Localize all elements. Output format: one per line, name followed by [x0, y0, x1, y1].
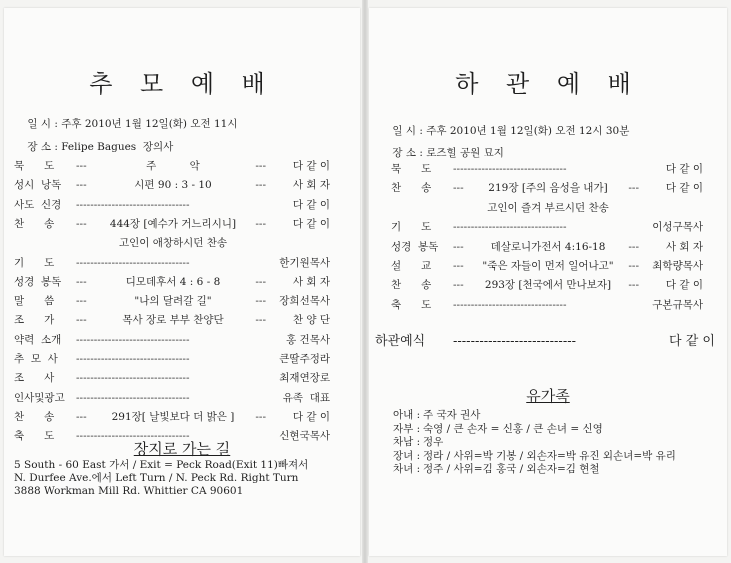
- family-row: [393, 423, 713, 435]
- row-leader: 찬 양 단: [292, 314, 330, 327]
- order-row: [14, 276, 330, 288]
- row-label: 추 모 사: [14, 353, 58, 365]
- row-label: 성시 낭독: [14, 179, 62, 192]
- burial-service-page: [369, 8, 727, 556]
- row-dashes: ---: [255, 217, 266, 230]
- directions-line: N. Durfee Ave.에서 Left Turn / N. Peck Rd. Right Turn: [14, 472, 299, 484]
- row-label: 찬 송: [391, 182, 432, 195]
- row-label: 찬 송: [14, 410, 55, 423]
- family-value: 정주 / 사위=김 홍국 / 외손자=김 현철: [423, 463, 600, 475]
- row-item: 291장[ 날빛보다 더 밝은 ]: [111, 410, 235, 423]
- row-leader: 한기원목사: [279, 256, 330, 269]
- row-dashes: ---: [453, 240, 464, 253]
- order-row: [14, 218, 330, 230]
- order-row: [14, 257, 330, 269]
- family-row: [393, 450, 713, 462]
- info-label: 일 시 :: [392, 125, 423, 137]
- order-row: [14, 334, 330, 346]
- row-item: "죽은 자들이 먼저 일어나고": [482, 260, 614, 272]
- row-dashes: --------------------------------: [76, 372, 190, 385]
- order-row: [14, 392, 330, 404]
- row-leader: 홍 건목사: [286, 333, 330, 346]
- row-leader: 다 같 이: [292, 160, 330, 172]
- row-label: 인사및광고: [14, 391, 65, 404]
- row-dashes: ---: [76, 275, 87, 288]
- row-item: 데살로니가전서 4:16-18: [490, 240, 606, 253]
- booklet-fold: [362, 0, 368, 563]
- row-label: 조 가: [14, 314, 55, 327]
- row-dashes: --------------------------------: [453, 221, 567, 234]
- family-value: 숙영 / 큰 손자 = 신홍 / 큰 손녀 = 신영: [423, 422, 603, 435]
- row-label: 설 교: [391, 260, 432, 272]
- family-label: 차남 :: [393, 436, 421, 448]
- row-label: 말 씀: [14, 295, 55, 308]
- order-row: [14, 372, 330, 384]
- family-label: 자부 :: [393, 422, 421, 435]
- row-dashes: ---: [255, 314, 266, 327]
- row-item: 219장 [주의 음성을 내가]: [488, 182, 608, 195]
- row-dashes: ---: [453, 260, 464, 272]
- row-item: 고인이 애창하시던 찬송: [118, 237, 228, 250]
- row-label: 묵 도: [391, 163, 432, 175]
- row-label: 찬 송: [391, 279, 432, 292]
- row-item: 디모데후서 4 : 6 - 8: [125, 275, 221, 288]
- order-row: [14, 160, 330, 172]
- row-leader: 유족 대표: [282, 391, 330, 404]
- page-title: 추 모 예 배: [89, 70, 275, 98]
- order-row: [14, 237, 330, 249]
- row-dashes: ---: [76, 179, 87, 192]
- row-label: 약력 소개: [14, 333, 62, 346]
- row-label: 찬 송: [14, 217, 55, 230]
- row-item: 고인이 즐겨 부르시던 찬송: [487, 201, 609, 214]
- row-dashes: ---: [255, 275, 266, 288]
- family-label: 차녀 :: [393, 463, 421, 475]
- family-value: 정라 / 사위=박 기봉 / 외손자=박 유진 외손녀=박 유리: [423, 449, 676, 462]
- order-row: [14, 353, 330, 365]
- row-leader: 다 같 이: [292, 198, 330, 211]
- directions-title: 장지로 가는 길: [133, 440, 231, 458]
- row-dashes: --------------------------------: [76, 430, 190, 443]
- row-item: 293장 [천국에서 만나보자]: [484, 279, 612, 292]
- row-dashes: --------------------------------: [76, 333, 190, 346]
- row-dashes: ----------------------------: [453, 334, 576, 349]
- row-label: 기 도: [14, 256, 55, 269]
- row-label: 묵 도: [14, 160, 55, 172]
- row-label: 성경 봉독: [14, 275, 62, 288]
- info-value: 주후 2010년 1월 12일(화) 오전 12시 30분: [426, 125, 630, 137]
- order-row: [14, 199, 330, 211]
- row-dashes: ---: [255, 179, 266, 192]
- family-row: [393, 463, 713, 475]
- row-dashes: ---: [255, 410, 266, 423]
- row-leader: 큰딸주정라: [279, 353, 330, 365]
- family-row: [393, 436, 713, 448]
- order-row: [391, 163, 703, 175]
- info-value: Felipe Bagues 장의사: [61, 141, 174, 153]
- row-leader: 다 같 이: [292, 410, 330, 423]
- order-row: [14, 295, 330, 307]
- info-label: 장 소 :: [392, 147, 423, 159]
- row-dashes: ---: [76, 314, 87, 327]
- order-row: [14, 179, 330, 191]
- order-row: [391, 241, 703, 253]
- row-item: 주 악: [146, 160, 200, 172]
- row-item: 목사 장로 부부 찬양단: [122, 314, 224, 327]
- row-leader: 다 같 이: [669, 334, 715, 349]
- row-leader: 최재연장로: [279, 372, 330, 385]
- info-value: 주후 2010년 1월 12일(화) 오전 11시: [61, 118, 238, 130]
- row-label: 성경 봉독: [391, 240, 439, 253]
- info-value: 로즈힐 공원 묘지: [426, 147, 504, 159]
- row-leader: 장희선목사: [279, 295, 330, 308]
- row-dashes: --------------------------------: [76, 391, 190, 404]
- row-label: 조 사: [14, 372, 55, 385]
- row-dashes: --------------------------------: [453, 298, 567, 311]
- order-row: [14, 411, 330, 423]
- row-leader: 최학량목사: [652, 260, 703, 272]
- row-leader: 다 같 이: [665, 163, 703, 175]
- family-title: 유가족: [526, 387, 570, 405]
- row-dashes: ---: [453, 182, 464, 195]
- row-dashes: ---: [628, 240, 639, 253]
- order-row: [391, 260, 703, 272]
- row-dashes: ---: [628, 260, 639, 272]
- row-dashes: ---: [76, 160, 87, 172]
- row-item: "나의 달려갈 길": [134, 295, 212, 308]
- row-leader: 구본규목사: [652, 298, 703, 311]
- row-dashes: ---: [255, 295, 266, 308]
- row-leader: 사 회 자: [292, 275, 330, 288]
- row-label: 축 도: [391, 298, 432, 311]
- order-row: [391, 182, 703, 194]
- page-title: 하 관 예 배: [455, 70, 641, 98]
- row-dashes: ---: [628, 279, 639, 292]
- order-row: [391, 299, 703, 311]
- info-label: 일 시 :: [27, 118, 58, 130]
- row-dashes: ---: [76, 410, 87, 423]
- row-dashes: ---: [76, 217, 87, 230]
- row-item: 444장 [예수가 거느리시니]: [109, 217, 237, 230]
- family-label: 아내 :: [393, 409, 421, 421]
- order-row: [14, 314, 330, 326]
- family-value: 정우: [423, 436, 444, 448]
- directions-line: 3888 Workman Mill Rd. Whittier CA 90601: [14, 485, 244, 497]
- row-dashes: ---: [453, 279, 464, 292]
- row-dashes: --------------------------------: [76, 353, 190, 365]
- row-label: 축 도: [14, 430, 55, 443]
- family-value: 주 국자 권사: [423, 409, 481, 421]
- row-label: 사도 신경: [14, 198, 62, 211]
- order-row: [391, 221, 703, 233]
- memorial-service-page: [4, 8, 360, 556]
- row-leader: 다 같 이: [292, 217, 330, 230]
- family-row: [393, 409, 713, 421]
- row-leader: 사 회 자: [292, 179, 330, 192]
- row-leader: 사 회 자: [665, 240, 703, 253]
- row-dashes: --------------------------------: [76, 256, 190, 269]
- family-label: 장녀 :: [393, 449, 421, 462]
- order-row: [391, 279, 703, 291]
- row-label: 하관예식: [375, 334, 426, 349]
- row-leader: 다 같 이: [665, 279, 703, 292]
- row-leader: 신현국목사: [279, 430, 330, 443]
- row-dashes: ---: [255, 160, 266, 172]
- info-label: 장 소 :: [27, 141, 58, 153]
- row-label: 기 도: [391, 221, 432, 234]
- row-leader: 이성구목사: [652, 221, 703, 234]
- row-dashes: ---: [628, 182, 639, 195]
- row-dashes: --------------------------------: [76, 198, 190, 211]
- row-dashes: --------------------------------: [453, 163, 567, 175]
- directions-line: 5 South - 60 East 가서 / Exit = Peck Road(Exit 11)빠져서: [14, 459, 309, 471]
- row-leader: 다 같 이: [665, 182, 703, 195]
- row-item: 시편 90 : 3 - 10: [134, 179, 212, 192]
- order-row: [391, 202, 703, 214]
- row-dashes: ---: [76, 295, 87, 308]
